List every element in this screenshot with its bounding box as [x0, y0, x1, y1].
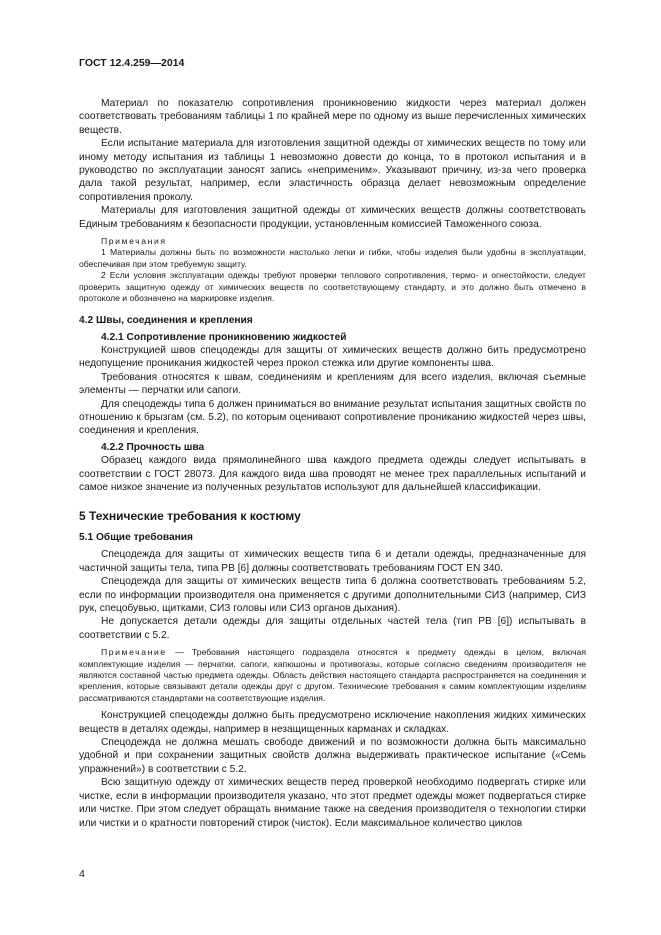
paragraph: Спецодежда не должна мешать свободе движений и по возможности должна быть максимально удобной и при сохранении защитных свойств должна выдерживать практическое испытание («Семь упражнений») в соответствии с 5.2. — [79, 737, 586, 775]
paragraph: Материалы для изготовления защитной одежды от химических веществ должны соответствовать Единым требованиям к безопасности продукции, установленным комиссией Таможенного союза. — [79, 205, 586, 230]
note-label: Примечание — [101, 647, 167, 658]
paragraph: Не допускается детали одежды для защиты отдельных частей тела (тип PB [6]) испытывать в соответствии с 5.2. — [79, 616, 586, 641]
document-body — [79, 97, 586, 830]
page-header: ГОСТ 12.4.259—2014 — [79, 57, 185, 69]
paragraph: Для спецодежды типа 6 должен приниматься во внимание результат испытания защитных свойств по отношению к брызгам (см. 5.2), по которым оценивают сопротивление прониканию жидкостей через швы, соединения и крепления. — [79, 398, 586, 437]
paragraph: Спецодежда для защиты от химических веществ типа 6 и детали одежды, предназначенные для частичной защиты тела, типа PB [6] должны соответствовать требованиям ГОСТ EN 340. — [79, 549, 586, 574]
paragraph: Спецодежда для защиты от химических веществ типа 6 должна соответствовать требованиям 5.2, если по информации производителя она применяется с другими дополнительными СИЗ (например, СИЗ рук, спецобувью, щитками, СИЗ головы или СИЗ органов дыхания). — [79, 576, 586, 614]
paragraph: Требования относятся к швам, соединениям и креплениям для всего изделия, включая съемные элементы — перчатки или сапоги. — [79, 371, 586, 397]
subsection-heading-4-2-1: 4.2.1 Сопротивление проникновению жидкостей — [101, 331, 347, 343]
paragraph: Материал по показателю сопротивления проникновению жидкости через материал должен соответствовать требованиям таблицы 1 по крайней мере по одному из выше перечисленных химических веществ. — [79, 98, 586, 136]
note-text: — Требования настоящего подраздела относятся к предмету одежды в целом, включая комплектующие изделия — перчатки, сапоги, капюшоны и противогазы, которые согласно сведениям производителя не являются составной частью предмета одежды. Область действия настоящего стандарта распространяется на соединения и крепления, которые связывают детали одежды друг с другом. Технические требования к самим комплектующим изделиям рассматриваются стандартами на соответствующие изделия. — [79, 647, 586, 703]
subsection-heading-4-2-2: 4.2.2 Прочность шва — [101, 441, 205, 453]
note-paragraph — [79, 647, 586, 704]
paragraph: Конструкцией спецодежды должно быть предусмотрено исключение накопления жидких химических веществ в деталях одежды, например в незащищенных карманах и складках. — [79, 710, 586, 735]
note-item: 2 Если условия эксплуатации одежды требуют проверки теплового сопротивления, термо- и огнестойкости, следует проверить защитную одежду от химических веществ по соответствующему стандарту, и это должно быть отмечено в протоколе и обозначено на маркировке изделия. — [79, 270, 586, 304]
notes-heading: Примечания — [101, 236, 167, 247]
paragraph: Образец каждого вида прямолинейного шва каждого предмета одежды следует испытывать в соответствии с ГОСТ 28073. Для каждого вида шва проводят не менее трех параллельных испытаний и самое низкое значение из полученных результатов используют для дальнейшей классификации. — [79, 455, 586, 493]
note-item: 1 Материалы должны быть по возможности настолько легки и гибки, чтобы изделия были удобны в эксплуатации, обеспечивая при этом требуемую защиту. — [79, 247, 586, 269]
paragraph: Если испытание материала для изготовления защитной одежды от химических веществ по тому или иному методу испытания из таблицы 1 невозможно довести до конца, то в протокол испытания и в руководство по эксплуатации заносят запись «неприменим». Указывают причину, из-за чего проверка дала такой результат, например, если эластичность образца делает невозможным определение сопротивления проколу. — [79, 138, 586, 203]
section-heading-4-2: 4.2 Швы, соединения и крепления — [79, 314, 253, 326]
subsection-heading-5-1: 5.1 Общие требования — [79, 532, 193, 544]
paragraph: Конструкцией швов спецодежды для защиты от химических веществ должно бить предусмотрено недопущение проникания жидкостей через прокол стежка или другие компоненты шва. — [79, 344, 586, 370]
paragraph: Всю защитную одежду от химических веществ перед проверкой необходимо подвергать стирке или чистке, если в информации производителя указано, что этот предмет одежды может подвергаться стирке или чистке. При этом следует обращать внимание также на сведения производителя о технологии стирки или чистки и о кратности повторений стирок (чисток). Если максимальное количество циклов — [79, 777, 586, 829]
section-heading-5: 5 Технические требования к костюму — [79, 509, 301, 524]
page-number: 4 — [79, 868, 85, 880]
